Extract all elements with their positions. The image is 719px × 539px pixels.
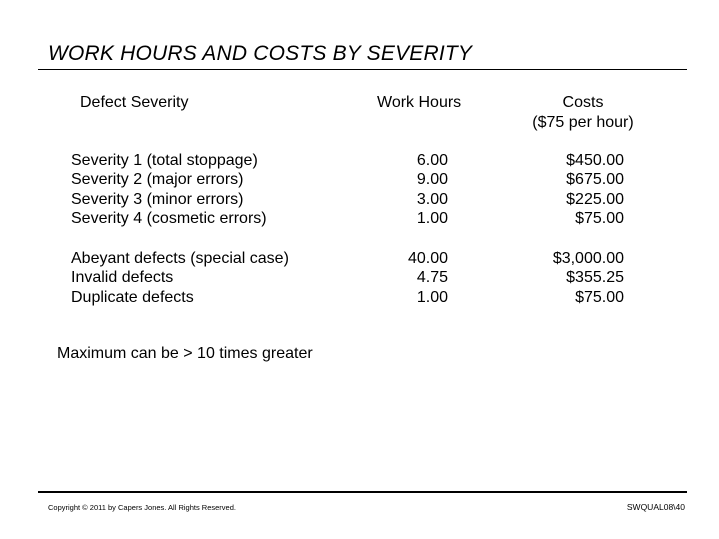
footer-divider — [38, 491, 687, 493]
row-label-severity-3: Severity 3 (minor errors) — [71, 190, 244, 208]
row-cost-duplicate: $75.00 — [575, 288, 624, 306]
row-hours-duplicate: 1.00 — [416, 288, 448, 306]
row-hours-severity-4: 1.00 — [416, 210, 448, 228]
header-defect-severity: Defect Severity — [80, 94, 189, 111]
header-costs-line1: Costs — [562, 94, 604, 111]
row-cost-severity-2: $675.00 — [566, 171, 624, 189]
row-hours-severity-1: 6.00 — [416, 152, 448, 169]
header-costs-line2: ($75 per hour) — [532, 114, 634, 131]
row-hours-severity-3: 3.00 — [416, 190, 448, 208]
title-divider — [38, 69, 687, 70]
row-hours-severity-2: 9.00 — [416, 171, 448, 189]
row-label-severity-2: Severity 2 (major errors) — [71, 171, 244, 189]
maximum-note: Maximum can be > 10 times greater — [57, 345, 313, 362]
page-title: WORK HOURS AND COSTS BY SEVERITY — [48, 42, 473, 65]
row-cost-severity-4: $75.00 — [575, 210, 624, 228]
row-label-severity-1: Severity 1 (total stoppage) — [71, 152, 258, 169]
row-cost-severity-1: $450.00 — [566, 152, 624, 169]
row-label-duplicate: Duplicate defects — [71, 288, 194, 306]
row-label-severity-4: Severity 4 (cosmetic errors) — [71, 210, 267, 228]
row-cost-invalid: $355.25 — [566, 269, 624, 287]
header-work-hours: Work Hours — [377, 94, 462, 111]
row-hours-invalid: 4.75 — [416, 269, 448, 287]
copyright-text: Copyright © 2011 by Capers Jones. All Rights Reserved. — [48, 503, 236, 512]
row-cost-severity-3: $225.00 — [566, 190, 624, 208]
row-hours-abeyant: 40.00 — [407, 250, 448, 267]
row-label-invalid: Invalid defects — [71, 269, 174, 287]
row-cost-abeyant: $3,000.00 — [552, 250, 624, 267]
header-costs — [515, 93, 651, 133]
row-label-abeyant: Abeyant defects (special case) — [71, 250, 289, 267]
slide-code: SWQUAL08\40 — [626, 502, 685, 512]
